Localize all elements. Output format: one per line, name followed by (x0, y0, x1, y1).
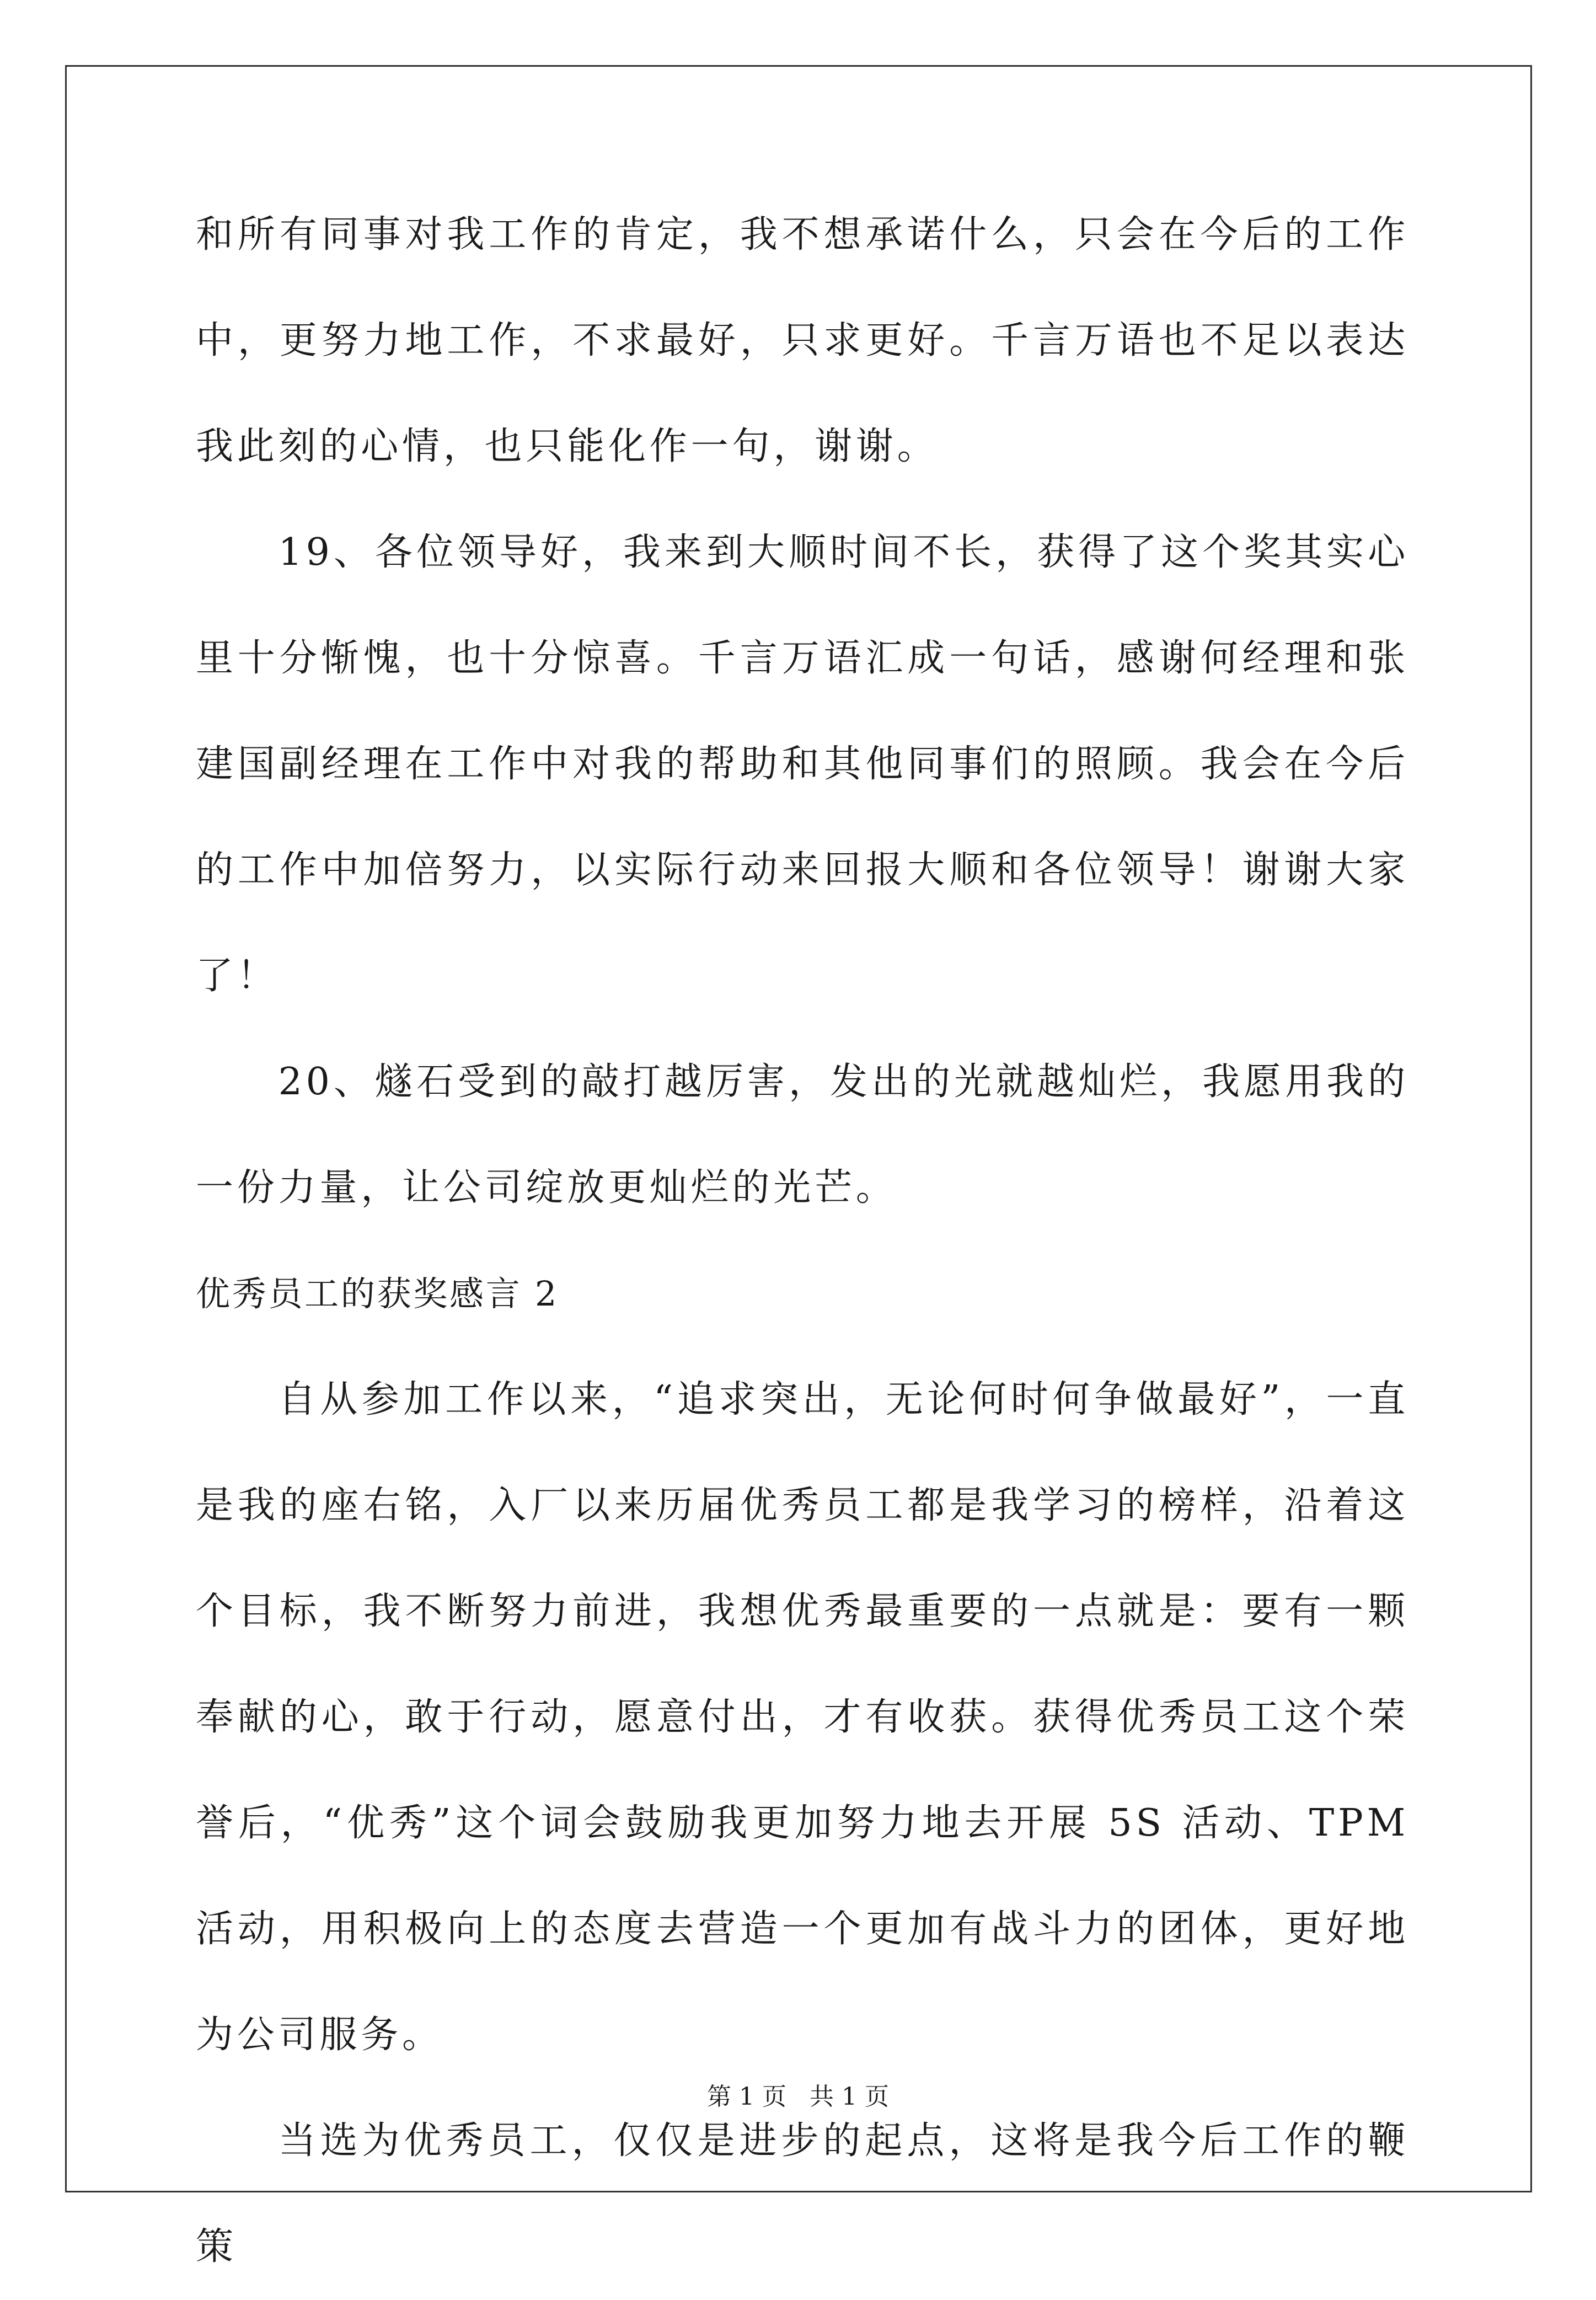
page-total: 共 1 页 (809, 2083, 889, 2111)
footer-spacer (786, 2083, 810, 2111)
paragraph-20: 20、燧石受到的敲打越厉害，发出的光就越灿烂，我愿用我的一份力量，让公司绽放更灿烂的光芒。 (196, 1060, 1409, 1210)
page-footer (0, 2077, 1596, 2112)
section-paragraph-1: 自从参加工作以来，“追求突出，无论何时何争做最好”，一直是我的座右铭，入厂以来历届优秀员工都是我学习的榜样，沿着这个目标，我不断努力前进，我想优秀最重要的一点就是：要有一颗奉献的心，敢于行动，愿意付出，才有收获。获得优秀员工这个荣誉后，“优秀”这个词会鼓励我更加努力地去开展 5S 活动、TPM 活动，用积极向上的态度去营造一个更加有战斗力的团体，更好地为公司服务。 (196, 1378, 1409, 2057)
section-heading: 优秀员工的获奖感言 2 (196, 1274, 559, 1314)
paragraph-19: 19、各位领导好，我来到大顺时间不长，获得了这个奖其实心里十分惭愧，也十分惊喜。千言万语汇成一句话，感谢何经理和张建国副经理在工作中对我的帮助和其他同事们的照顾。我会在今后的工作中加倍努力，以实际行动来回报大顺和各位领导！谢谢大家了！ (196, 531, 1409, 998)
section-paragraph-2: 当选为优秀员工，仅仅是进步的起点，这将是我今后工作的鞭策 (196, 2119, 1409, 2269)
paragraph-continuation: 和所有同事对我工作的肯定，我不想承诺什么，只会在今后的工作中，更努力地工作，不求最好，只求更好。千言万语也不足以表达我此刻的心情，也只能化作一句，谢谢。 (196, 213, 1409, 468)
document-body (196, 182, 1409, 2300)
page-number: 第 1 页 (707, 2083, 787, 2111)
